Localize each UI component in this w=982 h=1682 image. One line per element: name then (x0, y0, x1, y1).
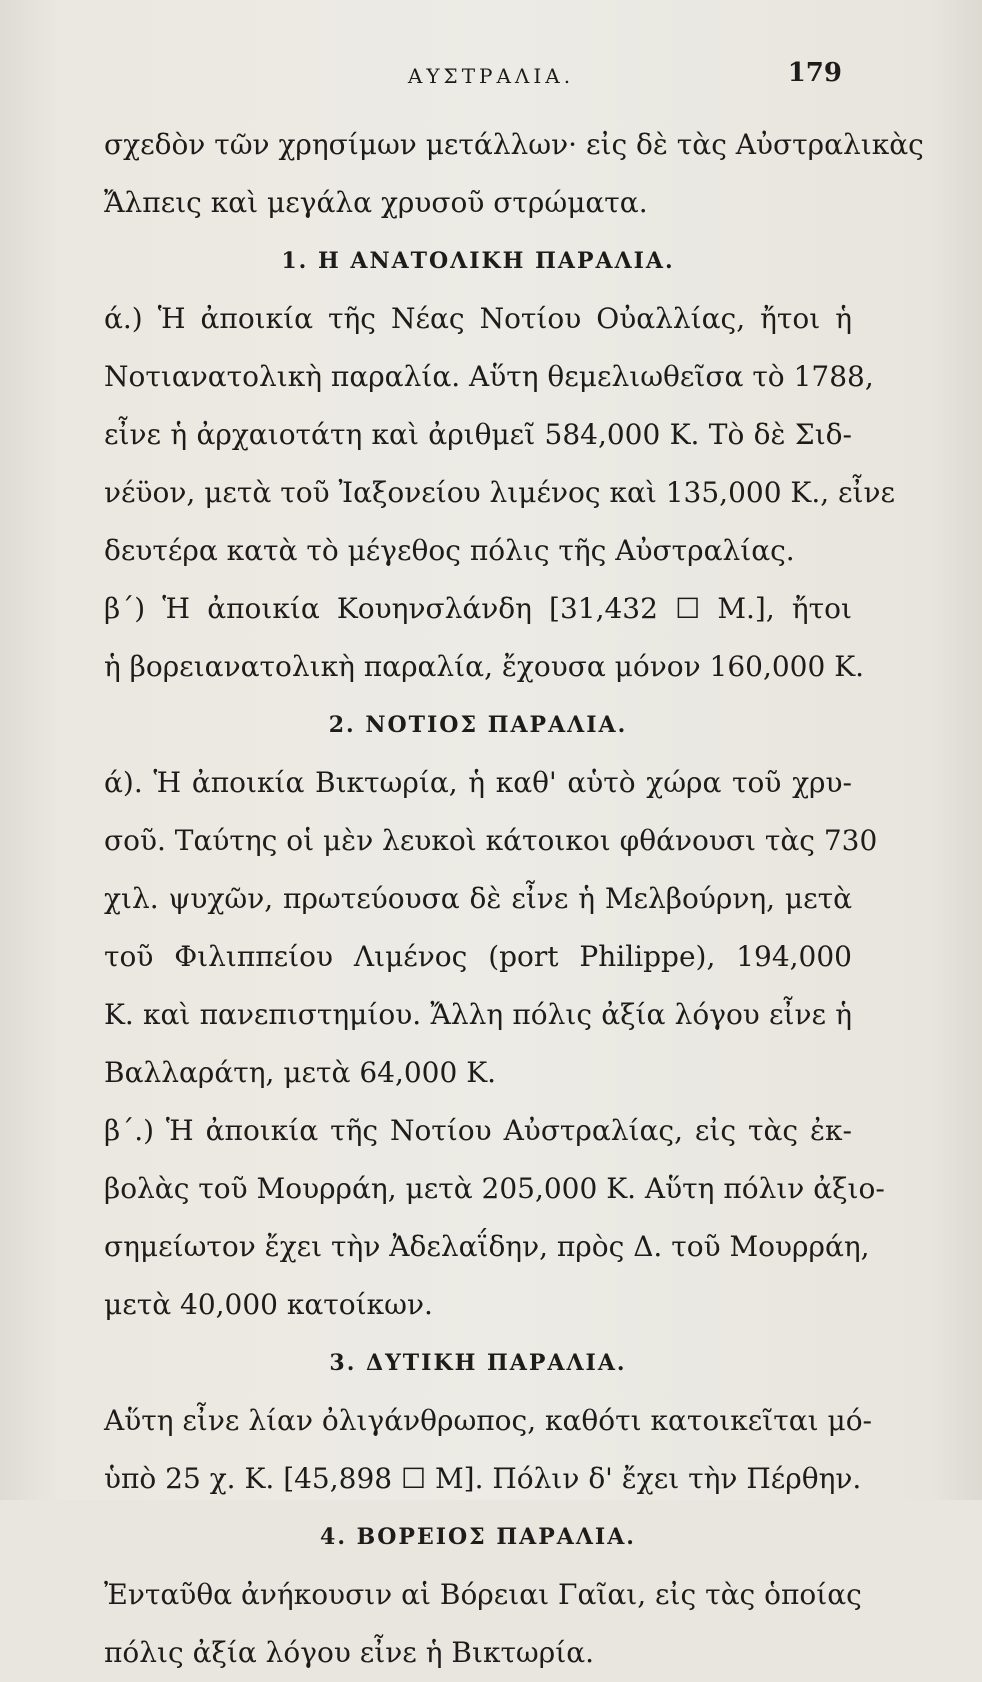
text-line: Κ. καὶ πανεπιστημίου. Ἄλλη πόλις ἀξία λόγου εἶνε ἡ (104, 998, 852, 1031)
text-line: ά). Ἡ ἀποικία Βικτωρία, ἡ καθ' αὑτὸ χώρα τοῦ χρυ- (104, 766, 852, 799)
text-line: σοῦ. Ταύτης οἱ μὲν λευκοὶ κάτοικοι φθάνουσι τὰς 730 (104, 824, 878, 857)
text-line: Βαλλαράτη, μετὰ 64,000 Κ. (104, 1056, 497, 1089)
section-heading: 3. ΔΥΤΙΚΗ ΠΑΡΑΛΙΑ. (329, 1350, 627, 1376)
page-number: 179 (787, 58, 842, 88)
text-line: σχεδὸν τῶν χρησίμων μετάλλων· εἰς δὲ τὰς Αὐστραλικὰς (104, 128, 924, 161)
text-line: δευτέρα κατὰ τὸ μέγεθος πόλις τῆς Αὐστραλίας. (104, 534, 795, 567)
text-line: Νοτιανατολικὴ παραλία. Αὕτη θεμελιωθεῖσα τὸ 1788, (104, 360, 874, 393)
text-line: εἶνε ἡ ἀρχαιοτάτη καὶ ἀριθμεῖ 584,000 Κ. Τὸ δὲ Σιδ- (104, 418, 852, 451)
text-line: Ἐνταῦθα ἀνήκουσιν αἱ Βόρειαι Γαῖαι, εἰς τὰς ὁποίας (104, 1578, 862, 1611)
text-line: χιλ. ψυχῶν, πρωτεύουσα δὲ εἶνε ἡ Μελβούρνη, μετὰ (104, 882, 852, 915)
section-heading: 2. ΝΟΤΙΟΣ ΠΑΡΑΛΙΑ. (328, 712, 628, 738)
text-line: μετὰ 40,000 κατοίκων. (104, 1288, 433, 1321)
text-line: βολὰς τοῦ Μουρράη, μετὰ 205,000 Κ. Αὕτη πόλιν ἀξιο- (104, 1172, 885, 1205)
body-text (104, 116, 924, 1682)
text-line: ὑπὸ 25 χ. Κ. [45,898 ☐ Μ]. Πόλιν δ' ἔχει τὴν Πέρθην. (104, 1462, 862, 1495)
text-line: πόλις ἀξία λόγου εἶνε ἡ Βικτωρία. (104, 1636, 595, 1669)
text-line: ά.) Ἡ ἀποικία τῆς Νέας Νοτίου Οὐαλλίας, ἤτοι ἡ (104, 302, 852, 335)
page-header (0, 58, 982, 98)
text-line: τοῦ Φιλιππείου Λιμένος (port Philippe), 194,000 (104, 940, 852, 973)
running-title: ΑΥΣΤΡΑΛΙΑ. (407, 64, 575, 88)
text-line: Ἄλπεις καὶ μεγάλα χρυσοῦ στρώματα. (104, 186, 648, 219)
text-line: ἡ βορειανατολικὴ παραλία, ἔχουσα μόνον 160,000 Κ. (104, 650, 865, 683)
text-line: β΄) Ἡ ἀποικία Κουηνσλάνδη [31,432 ☐ Μ.], ἤτοι (104, 592, 852, 625)
text-line: σημείωτον ἔχει τὴν Ἀδελαΐδην, πρὸς Δ. τοῦ Μουρράη, (104, 1230, 870, 1263)
text-line: Αὕτη εἶνε λίαν ὀλιγάνθρωπος, καθότι κατοικεῖται μό- (104, 1404, 873, 1437)
section-heading: 1. Η ΑΝΑΤΟΛΙΚΗ ΠΑΡΑΛΙΑ. (281, 248, 675, 274)
text-line: β΄.) Ἡ ἀποικία τῆς Νοτίου Αὐστραλίας, εἰς τὰς ἐκ- (104, 1114, 852, 1147)
section-heading: 4. ΒΟΡΕΙΟΣ ΠΑΡΑΛΙΑ. (320, 1524, 636, 1550)
text-line: νέϋον, μετὰ τοῦ Ἰαξονείου λιμένος καὶ 135,000 Κ., εἶνε (104, 476, 896, 509)
